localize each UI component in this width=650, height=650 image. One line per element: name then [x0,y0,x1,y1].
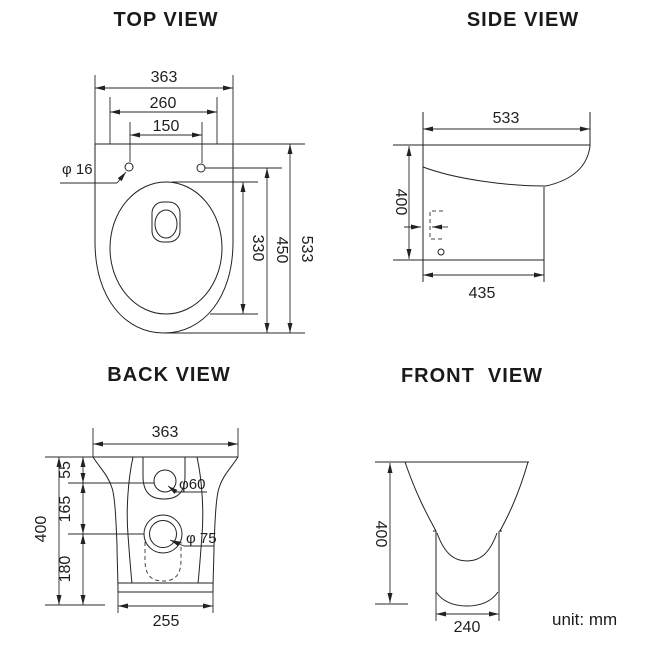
dim-top-150 [130,118,202,163]
dim-back-165 [57,483,83,534]
dim-top-450 [267,168,290,333]
side-view [392,9,590,302]
dim-label-180: 180 [57,555,74,583]
leader-phi60 [168,476,207,493]
dim-back-363 [93,424,238,457]
dim-side-400 [392,146,409,259]
dim-label-phi16: φ 16 [62,161,93,178]
dim-label-phi75: φ 75 [186,530,217,547]
dim-label-450: 450 [273,236,290,264]
dim-label-330: 330 [249,234,266,262]
dim-label-phi60: φ60 [179,476,206,493]
dim-label-240: 240 [453,619,481,636]
dim-label-55: 55 [57,461,74,479]
side-view-body-outline [393,112,590,282]
top-view [60,9,315,333]
dim-label-363-back: 363 [151,424,179,441]
flush-outlet-outline [152,202,180,242]
dim-label-435: 435 [468,285,496,302]
dim-side-435 [423,275,544,302]
flush-outlet-inner [155,210,177,238]
inlet-hole [154,470,176,492]
leader-phi16 [60,161,126,183]
back-view-body-outline [93,457,238,592]
front-view-body-outline [375,462,529,606]
back-view-title: BACK VIEW [107,364,231,386]
dim-label-150: 150 [152,118,180,135]
front-view [372,365,543,636]
dim-top-330 [243,182,266,314]
dim-side-533 [423,110,590,129]
dim-back-55 [57,457,83,483]
dim-top-533 [290,144,315,333]
side-fixing-hole [438,249,444,255]
dim-label-363-top: 363 [150,69,178,86]
dim-back-180 [57,534,83,605]
dim-back-255 [118,592,213,630]
outlet-hole-inner [150,521,177,548]
back-view [33,364,238,630]
leader-phi75 [170,530,217,547]
front-view-title: FRONT VIEW [400,365,544,387]
dim-label-260: 260 [149,95,177,112]
top-view-body-outline [95,144,233,333]
dim-label-400-front: 400 [372,520,389,548]
dim-label-255: 255 [152,613,180,630]
dim-label-400-side: 400 [392,188,409,216]
dim-label-533-top: 533 [298,235,315,263]
wall-fixing-bracket-hidden [430,211,443,239]
dim-front-400 [372,463,408,604]
side-view-title: SIDE VIEW [466,9,580,31]
dim-front-240 [436,592,499,636]
dim-label-165: 165 [57,495,74,523]
bolt-hole-right [197,164,205,172]
top-view-title: TOP VIEW [113,9,219,31]
dim-back-400 [33,457,59,605]
unit-label: unit: mm [552,610,618,629]
dim-label-400-back: 400 [33,515,50,543]
dim-label-533-side: 533 [492,110,520,127]
bolt-hole-left [125,163,133,171]
